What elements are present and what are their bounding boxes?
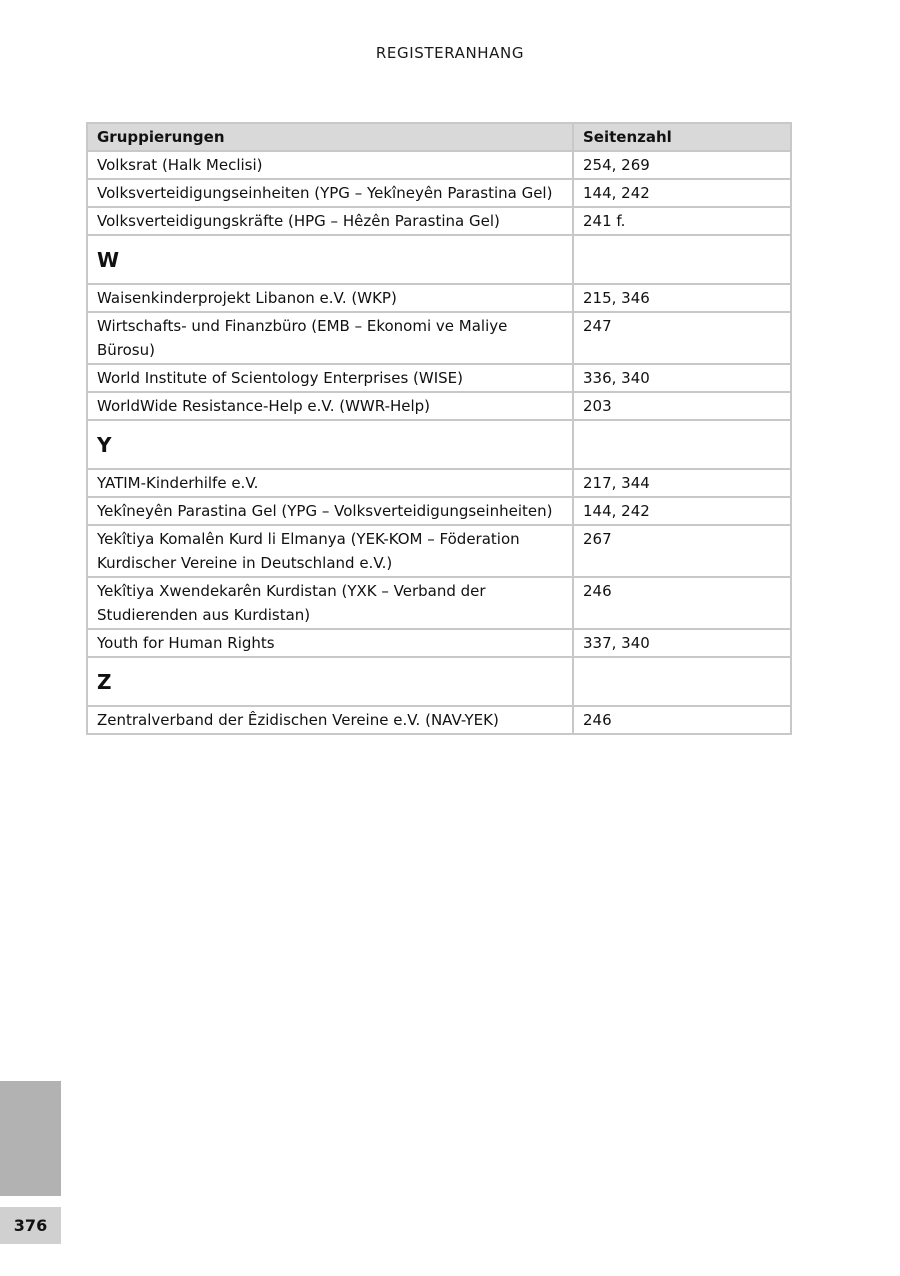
group-name: Yekîtiya Komalên Kurd li Elmanya (YEK-KOM – Föderation Kurdischer Vereine in Deutschland e.V.) <box>87 525 573 577</box>
group-name: Yekîneyên Parastina Gel (YPG – Volksverteidigungseinheiten) <box>87 497 573 525</box>
page-numbers: 267 <box>573 525 791 577</box>
page-numbers: 246 <box>573 706 791 734</box>
page-numbers: 336, 340 <box>573 364 791 392</box>
group-name: Volksrat (Halk Meclisi) <box>87 151 573 179</box>
table-row <box>87 207 791 235</box>
group-name: Volksverteidigungseinheiten (YPG – Yekîneyên Parastina Gel) <box>87 179 573 207</box>
page-numbers: 337, 340 <box>573 629 791 657</box>
table-row <box>87 577 791 629</box>
group-name: Volksverteidigungskräfte (HPG – Hêzên Parastina Gel) <box>87 207 573 235</box>
empty-cell <box>573 657 791 706</box>
page-numbers: 144, 242 <box>573 179 791 207</box>
table-row <box>87 469 791 497</box>
page-numbers: 254, 269 <box>573 151 791 179</box>
table-header-row <box>87 123 791 151</box>
letter-section-row <box>87 420 791 469</box>
register-table <box>86 122 792 735</box>
column-header-groups: Gruppierungen <box>87 123 573 151</box>
page-numbers: 241 f. <box>573 207 791 235</box>
table-row <box>87 364 791 392</box>
group-name: Waisenkinderprojekt Libanon e.V. (WKP) <box>87 284 573 312</box>
section-tab-marker <box>0 1081 61 1196</box>
group-name: YATIM-Kinderhilfe e.V. <box>87 469 573 497</box>
section-letter: Y <box>87 420 573 469</box>
table-row <box>87 525 791 577</box>
letter-section-row <box>87 235 791 284</box>
table-row <box>87 312 791 364</box>
page-number: 376 <box>0 1207 61 1244</box>
section-letter: Z <box>87 657 573 706</box>
group-name: Yekîtiya Xwendekarên Kurdistan (YXK – Verband der Studierenden aus Kurdistan) <box>87 577 573 629</box>
page-numbers: 203 <box>573 392 791 420</box>
table-row <box>87 179 791 207</box>
page-numbers: 246 <box>573 577 791 629</box>
page-numbers: 215, 346 <box>573 284 791 312</box>
group-name: Youth for Human Rights <box>87 629 573 657</box>
table-row <box>87 151 791 179</box>
running-header: REGISTERANHANG <box>375 44 525 62</box>
empty-cell <box>573 420 791 469</box>
table-row <box>87 392 791 420</box>
section-letter: W <box>87 235 573 284</box>
page-numbers: 247 <box>573 312 791 364</box>
table-row <box>87 629 791 657</box>
page-numbers: 217, 344 <box>573 469 791 497</box>
group-name: WorldWide Resistance-Help e.V. (WWR-Help) <box>87 392 573 420</box>
empty-cell <box>573 235 791 284</box>
column-header-pages: Seitenzahl <box>573 123 791 151</box>
group-name: Zentralverband der Êzidischen Vereine e.V. (NAV-YEK) <box>87 706 573 734</box>
letter-section-row <box>87 657 791 706</box>
table-row <box>87 284 791 312</box>
table-row <box>87 706 791 734</box>
page-numbers: 144, 242 <box>573 497 791 525</box>
group-name: Wirtschafts- und Finanzbüro (EMB – Ekonomi ve Maliye Bürosu) <box>87 312 573 364</box>
table-row <box>87 497 791 525</box>
group-name: World Institute of Scientology Enterprises (WISE) <box>87 364 573 392</box>
